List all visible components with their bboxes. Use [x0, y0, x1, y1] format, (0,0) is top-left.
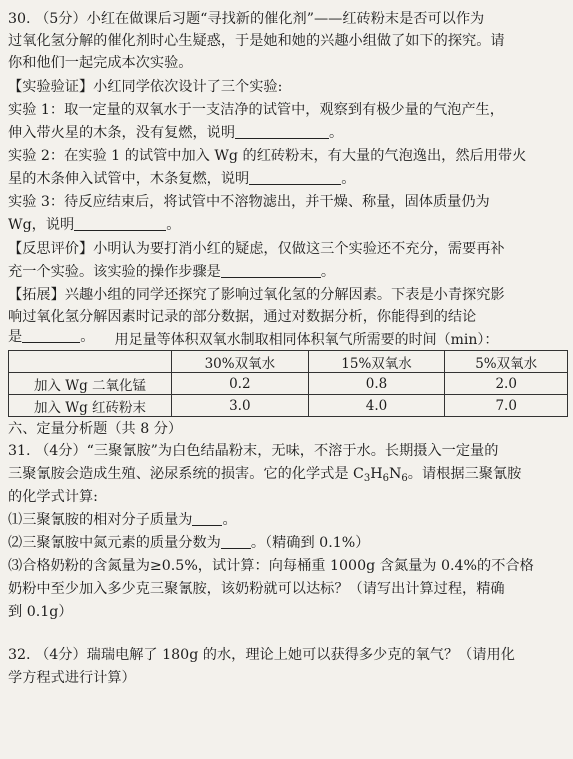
q31-line-4 [8, 511, 237, 529]
q31-line-8: 到 0.1g） [8, 604, 73, 620]
q30-line-15-text: 是 [8, 329, 23, 345]
q31-line-4-end: 。 [222, 512, 237, 528]
table-cell: 3.0 [172, 395, 309, 417]
section-heading: 六、定量分析题（共 8 分） [8, 421, 183, 437]
answer-blank-3[interactable] [74, 216, 166, 231]
q31-line-1: 31. （4分）“三聚氰胺”为白色结晶粉末，无味，不溶于水。长期摄入一定量的 [8, 443, 499, 459]
q30-line-13: 【拓展】兴趣小组的同学还探究了影响过氧化氢的分解因素。下表是小青探究影 [8, 287, 505, 303]
q31-line-3: 的化学式计算: [8, 489, 98, 505]
answer-blank-6[interactable] [192, 511, 222, 526]
q30-line-2: 过氧化氢分解的催化剂时心生疑惑，于是她和她的兴趣小组做了如下的探究。请 [8, 33, 505, 49]
q30-line-1: 30. （5分）小红在做课后习题“寻找新的催化剂”——红砖粉末是否可以作为 [8, 11, 485, 27]
q31-line-7: 奶粉中至少加入多少克三聚氰胺，该奶粉就可以达标？（请写出计算过程，精确 [8, 581, 505, 597]
q30-line-8 [8, 170, 355, 188]
q30-line-3: 你和他们一起完成本次实验。 [8, 55, 193, 71]
subscript: 3 [363, 473, 371, 484]
q31-line-4-text: ⑴三聚氰胺的相对分子质量为 [8, 512, 193, 528]
q30-line-5: 实验 1：取一定量的双氧水于一支洁净的试管中，观察到有极少量的气泡产生， [8, 102, 504, 118]
q30-line-8-text: 星的木条伸入试管中，木条复燃，说明 [8, 171, 250, 187]
table-cell: 2.0 [445, 373, 568, 395]
q31-line-2 [8, 465, 521, 488]
q32-line-1: 32. （4分）瑞瑞电解了 180g 的水，理论上她可以获得多少克的氧气？（请用化 [8, 647, 515, 663]
q30-line-7: 实验 2：在实验 1 的试管中加入 Wg 的红砖粉末，有大量的气泡逸出，然后用带火 [8, 148, 527, 164]
answer-blank-1[interactable] [235, 124, 329, 139]
subscript: 6 [401, 473, 408, 484]
q30-line-6-end: 。 [329, 125, 344, 141]
q30-line-12-end: 。 [320, 264, 336, 280]
q30-line-4: 【实验验证】小红同学依次设计了三个实验: [8, 79, 283, 95]
table-row [9, 373, 568, 395]
data-table [8, 350, 568, 417]
q30-line-12 [8, 263, 335, 281]
table-header-cell: 30%双氧水 [172, 351, 309, 373]
q30-line-15-end: 。 [80, 329, 95, 345]
table-cell: 0.8 [308, 373, 445, 395]
q31-line-2-text: 三聚氰胺会造成生殖、泌尿系统的损害。它的化学式是 C [8, 466, 364, 482]
table-header-cell [9, 351, 172, 373]
q30-line-14: 响过氧化氢分解因素时记录的部分数据，通过对数据分析，你能得到的结论 [8, 309, 477, 325]
q31-line-2-end: 。请根据三聚氰胺 [407, 466, 522, 482]
table-header-row [9, 351, 568, 373]
answer-blank-2[interactable] [249, 170, 341, 185]
formula-element: N [389, 466, 402, 482]
q31-line-5-text: ⑵三聚氰胺中氮元素的质量分数为 [8, 535, 221, 551]
q31-line-6: ⑶合格奶粉的含氮量为≥0.5%，试计算：向每桶重 1000g 含氮量为 0.4%的不合格 [8, 558, 534, 574]
q31-line-5-end: 。（精确到 0.1%） [250, 535, 370, 551]
q30-line-10 [8, 216, 180, 234]
table-row [9, 395, 568, 417]
table-cell: 4.0 [308, 395, 445, 417]
q32-line-2: 学方程式进行计算） [8, 670, 136, 686]
table-cell: 0.2 [172, 373, 309, 395]
subscript: 6 [382, 473, 389, 484]
q30-line-10-text: Wg，说明 [8, 217, 75, 233]
row-label: 加入 Wg 二氧化锰 [9, 373, 172, 395]
formula-element: H [370, 466, 383, 482]
q30-line-6-text: 伸入带火星的木条，没有复燃，说明 [8, 125, 236, 141]
q30-line-8-end: 。 [341, 171, 356, 187]
table-cell: 7.0 [445, 395, 568, 417]
row-label: 加入 Wg 红砖粉末 [9, 395, 172, 417]
table-caption: 用足量等体积双氧水制取相同体积氧气所需要的时间（min）： [114, 332, 499, 348]
answer-blank-7[interactable] [221, 534, 251, 549]
answer-blank-4[interactable] [221, 263, 321, 278]
q30-line-12-text: 充一个实验。该实验的操作步骤是 [8, 264, 221, 280]
q30-line-11: 【反思评价】小明认为要打消小红的疑虑，仅做这三个实验还不充分，需要再补 [8, 241, 505, 257]
q30-line-9: 实验 3：待反应结束后，将试管中不溶物滤出，并干燥、称量，固体质量仍为 [8, 194, 490, 210]
table-header-cell: 5%双氧水 [445, 351, 568, 373]
q30-line-10-end: 。 [166, 217, 181, 233]
table-header-cell: 15%双氧水 [308, 351, 445, 373]
q30-line-6 [8, 124, 343, 142]
q31-line-5 [8, 534, 369, 552]
